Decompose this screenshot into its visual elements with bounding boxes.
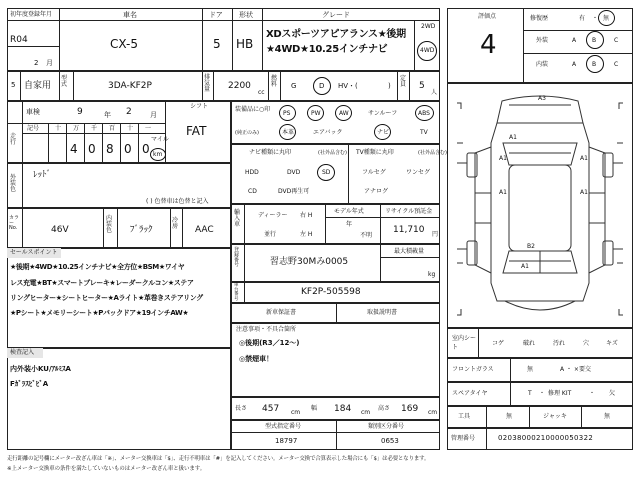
repair-label: 修復歴 xyxy=(530,15,549,22)
management-number: 02038000210000050322 xyxy=(498,434,594,442)
registration-number: 習志野30Mみ0005 xyxy=(270,257,349,267)
chassis-label: 車台番号 xyxy=(234,283,239,302)
use: 自家用 xyxy=(24,81,52,91)
length: 457 xyxy=(262,404,280,414)
width-label: 幅 xyxy=(311,405,318,412)
grade-line-2: ★4WD★10.25インチナビ xyxy=(266,44,388,55)
int-c: C xyxy=(614,61,619,68)
mileage-digit-1: 4 xyxy=(70,142,78,156)
nav-label: ナビ種類に丸印 xyxy=(249,149,292,156)
seat-hole: 穴 xyxy=(583,340,590,347)
ext-b: B xyxy=(592,37,597,44)
equip-tv: TV xyxy=(420,129,428,136)
digit-header-5: 十 xyxy=(127,125,134,132)
footer-line-1: 走行距離の記号欄にメーター改ざん車は「※」、メーター交換車は「$」、走行不明車は「#」を記入してください。メーター交換で合算表示した場合にも「$」は必要となります。 xyxy=(7,456,430,462)
diagram-label-b2: B2 xyxy=(527,243,535,250)
shape-label: 形状 xyxy=(239,11,253,19)
type-cert-label: 型式指定番号 xyxy=(265,423,302,430)
height: 169 xyxy=(401,404,419,414)
nav-sd: SD xyxy=(322,169,331,176)
class-no: 0653 xyxy=(381,437,399,445)
digit-header-4: 百 xyxy=(109,125,116,132)
interior-color: ﾌﾞﾗｯｸ xyxy=(130,225,153,235)
footer-line-2: ※上メーター交換車の条件を満たしていないものはメーター改ざん車と扱います。 xyxy=(7,466,206,472)
equip-airbag: エアバック xyxy=(313,129,343,136)
fuel-hv: HV・( xyxy=(338,82,358,90)
digit-header-2: 万 xyxy=(73,125,80,132)
equip-abs: ABS xyxy=(418,110,430,117)
model: 3DA-KF2P xyxy=(108,81,152,91)
sales-point-line-2: レス充電★BT★スマートブレーキ★レーダークルコン★ステア xyxy=(10,279,194,287)
caution-line-2: ◎禁煙車！ xyxy=(239,355,274,363)
ac-label: 冷房 xyxy=(172,217,179,230)
windshield-options: A ・ ×要交 xyxy=(560,366,591,373)
first-reg-label: 初年度登録年月 xyxy=(10,11,53,18)
caution-line-1: ◎後期(R3／12〜) xyxy=(239,339,300,347)
digit-header-3: 千 xyxy=(91,125,98,132)
type-cert: 18797 xyxy=(275,437,298,445)
max-load-kg: kg xyxy=(428,271,436,278)
equipment-label: 装備品に○印 xyxy=(235,106,271,113)
jack-label: ジャッキ xyxy=(543,413,567,420)
tv-oneseg: ワンセグ xyxy=(406,169,431,176)
displacement-label: 排気量 xyxy=(204,74,211,93)
use-num: 5 xyxy=(11,81,16,89)
tv-analog: アナログ xyxy=(364,188,389,195)
model-year-unknown: 不明 xyxy=(360,232,373,239)
interior-label: 内装色 xyxy=(106,215,113,234)
recycle-label: リサイクル預託金 xyxy=(385,208,433,215)
height-label: 高さ xyxy=(378,405,391,412)
nav-cd: CD xyxy=(248,188,257,195)
doors: 5 xyxy=(213,37,221,51)
mileage-digit-5: 0 xyxy=(142,142,150,156)
width-cm: cm xyxy=(361,409,371,416)
car-diagram xyxy=(447,83,633,328)
diagram-label-a1-rear: A1 xyxy=(521,263,529,270)
registration-label: 登録番号 xyxy=(234,247,240,268)
chassis-number: KF2P-505598 xyxy=(301,287,361,297)
manual: 取扱説明書 xyxy=(367,309,398,316)
recycle-amount: 11,710 xyxy=(393,225,425,235)
color-no: 46V xyxy=(51,225,69,235)
diagram-label-a1-left-1: A1 xyxy=(499,155,507,162)
fuel-g: G xyxy=(291,82,297,90)
width: 184 xyxy=(334,404,352,414)
inspector-line-1: 内外装小KU/ｱﾙﾐｽA xyxy=(10,365,71,373)
equip-ps: PS xyxy=(283,110,291,117)
row-model xyxy=(7,71,440,101)
inspection-year: 9 xyxy=(77,107,83,117)
seat-burn: コゲ xyxy=(492,340,505,347)
diagram-label-a1-front: A1 xyxy=(509,134,517,141)
interior-grade-label: 内装 xyxy=(536,61,549,68)
digit-header-1: 十 xyxy=(55,125,62,132)
interior-seat-label: 室内シート xyxy=(452,335,477,351)
score-label: 評価点 xyxy=(478,13,497,20)
tv-sub: (社外品含む) xyxy=(418,150,447,156)
fuel-label: 燃料 xyxy=(271,75,278,88)
seat-tear: 破れ xyxy=(523,340,536,347)
digit-header-0: 記号 xyxy=(27,125,40,132)
mileage-digit-4: 0 xyxy=(124,142,132,156)
nav-dvd: DVD xyxy=(287,169,301,176)
drive-4wd: 4WD xyxy=(420,47,435,54)
equipment-sub: (純正のみ) xyxy=(235,130,259,136)
windshield-none: 無 xyxy=(527,366,534,373)
equip-sunroof: サンルーフ xyxy=(368,110,398,117)
seat-scratch: キズ xyxy=(606,340,618,347)
import-label: 輸入車 xyxy=(234,209,241,228)
mile-label: マイル xyxy=(151,136,169,143)
mileage-label: 走行 xyxy=(10,133,17,146)
reg-year: R04 xyxy=(10,35,28,45)
import-left-hand: 左 H xyxy=(300,231,313,238)
inspection-label: 車検 xyxy=(26,108,40,116)
height-cm: cm xyxy=(428,409,438,416)
spare-kit: 修理 KIT xyxy=(548,390,572,397)
displacement: 2200 xyxy=(228,81,251,91)
equip-aw: AW xyxy=(339,110,349,117)
caution-label: 注意事項・不具合箇所 xyxy=(236,326,297,333)
equip-leather: 本革 xyxy=(282,129,295,136)
repair-yes: 有 xyxy=(579,15,586,22)
equip-pw: PW xyxy=(311,110,321,117)
car-name-label: 車名 xyxy=(123,11,137,19)
mileage-digit-2: 0 xyxy=(88,142,96,156)
diagram-label-a1-left-2: A1 xyxy=(499,189,507,196)
spare-none: 欠 xyxy=(609,390,616,397)
repair-no: 無 xyxy=(603,15,610,22)
max-load-label: 最大積載量 xyxy=(394,248,425,255)
drive-2wd: 2WD xyxy=(421,23,436,30)
diagram-label-a1-right-2: A1 xyxy=(580,189,588,196)
sales-point-line-1: ★後期★4WD★10.25インチナビ★全方位★BSM★ワイヤ xyxy=(10,263,185,271)
tv-label: TV種類に丸印 xyxy=(356,149,394,156)
fuel-d: D xyxy=(319,82,325,90)
exterior-label: 外装色 xyxy=(10,174,17,193)
shape: HB xyxy=(236,37,254,51)
model-year-unit: 年 xyxy=(346,221,353,228)
mileage-digit-3: 8 xyxy=(106,142,114,156)
seat-dirt: 汚れ xyxy=(553,340,566,347)
car-name: CX-5 xyxy=(110,37,138,51)
capacity-unit: 人 xyxy=(431,89,438,96)
nav-hdd: HDD xyxy=(245,169,259,176)
exterior-color: ﾚｯﾄﾞ xyxy=(33,170,52,180)
spare-label: スペアタイヤ xyxy=(452,390,488,397)
ext-a: A xyxy=(572,37,577,44)
reg-month-value: 2 xyxy=(34,59,39,67)
ext-c: C xyxy=(614,37,619,44)
import-dealer: ディーラー xyxy=(258,212,288,219)
inspection-month: 2 xyxy=(126,107,132,117)
nav-sub: (社外品含む) xyxy=(318,150,347,156)
model-year-label: モデル年式 xyxy=(334,208,364,215)
length-label: 長さ xyxy=(235,405,248,412)
capacity: 5 xyxy=(419,81,425,91)
diagram-label-a1-right-1: A1 xyxy=(580,155,588,162)
inspection-year-unit: 年 xyxy=(104,111,111,119)
digit-header-6: 一 xyxy=(145,125,152,132)
import-parallel: 並行 xyxy=(264,231,277,238)
tools-label: 工具 xyxy=(458,413,471,420)
new-car-warranty: 新車保証書 xyxy=(266,309,297,316)
exterior-note: ( ) 色替車は色替と記入 xyxy=(146,198,209,205)
tv-fullseg: フルセグ xyxy=(362,169,386,176)
management-label: 管理番号 xyxy=(451,435,476,442)
int-b: B xyxy=(592,61,597,68)
fuel-close: ) xyxy=(388,82,391,90)
inspector-line-2: FｶﾞﾗｽﾋﾞﾋﾞA xyxy=(10,380,49,388)
grade-line-1: XDスポーツアピアランス★後期 xyxy=(266,29,406,40)
inspection-month-unit: 月 xyxy=(150,111,157,119)
auction-sheet: 初年度登録年月 R04 2 月 車名 CX-5 ドア 5 形状 HB グレード XDスポーツアピアランス★後期 ★4WD★10.25インチナビ 2WD 4WD 5 自家用 型式 3DA-KF2P 排気量 2200 cc 燃料 G D HV・( ) 定員 5 人 車検 9 年 2 月 シフト FAT 走行 記号 十 万 千 百 十 一 4 0 8 0 0 マイル km 外装色 ﾚｯﾄﾞ ( ) 色替車は色替と記入 カラーNo. 46V 内装色 ﾌﾞﾗｯｸ 冷房 AAC セールスポイント ★後期★4WD★10.25インチナビ★全方位★BSM★ワイヤ レス充電★BT★スマートブレーキ★レーダークルコン★ステア リングヒーター★シートヒーター★Aライト★革巻きステアリング ★Pシート★メモリーシート★Pバックドア★19インチAW★ 検査記入 内外装小KU/ｱﾙﾐｽA FｶﾞﾗｽﾋﾞﾋﾞA 装備品に○印 (純正のみ) PS PW AW サンルーフ ABS 本革 エアバック ナビ TV ナビ種類に丸印 (社外品含む) HDD DVD SD CD DVD再生可 TV種類に丸印 (社外品含む) フルセグ ワンセグ アナログ 輸入車 ディーラー 並行 右 H 左 H モデル年式 年 不明 リサイクル預託金 11,710 円 登録番号 習志野30Mみ0005 最大積載量 kg 車台番号 KF2P-505598 新車保証書 取扱説明書 注意事項・不具合箇所 ◎後期(R3／12〜) ◎禁煙車！ 長さ 457 cm 幅 184 cm 高さ 169 cm 型式指定番号 18797 類別区分番号 0653 評価点 4 修復歴 有 ・ 無 外装 A B C 内装 A B C A3 A1 A1 A1 A1 A1 B2 A1 室内シート コゲ 破れ 汚れ 穴 キズ フロントガラス 無 A ・ ×要交 スペアタイヤ T ・ 修理 KIT ・ 欠 工具 無 ジャッキ 無 管理番号 02038000210000050322 走行距離の記号欄にメーター改ざん車は「※」、メーター交換車は「$」、走行不明車は「#」を記入してください。メーター交換で合算表示した場合にも「$」は必要となります。 ※上メーター交換車の条件を満たしていないものはメーター改ざん車と扱います。 xyxy=(0,0,640,480)
tools-value: 無 xyxy=(506,413,513,420)
exterior-grade-label: 外装 xyxy=(536,37,549,44)
ac: AAC xyxy=(195,225,214,235)
sales-points-label: セールスポイント xyxy=(10,249,58,256)
equip-navi: ナビ xyxy=(377,129,390,136)
length-cm: cm xyxy=(291,409,301,416)
windshield-label: フロントガラス xyxy=(452,366,494,373)
nav-dvd-playback: DVD再生可 xyxy=(278,188,310,195)
capacity-label: 定員 xyxy=(400,75,407,88)
sales-point-line-4: ★Pシート★メモリーシート★Pバックドア★19インチAW★ xyxy=(10,309,189,317)
import-right-hand: 右 H xyxy=(300,212,313,219)
door-label: ドア xyxy=(209,11,223,19)
cc: cc xyxy=(258,89,265,96)
shift-label: シフト xyxy=(190,103,209,110)
class-label: 類別区分番号 xyxy=(368,423,405,430)
jack-value: 無 xyxy=(604,413,611,420)
inspector-block xyxy=(7,348,231,450)
km-label: km xyxy=(153,151,163,158)
score: 4 xyxy=(480,30,497,60)
grade-label: グレード xyxy=(322,11,350,19)
color-no-label: カラーNo. xyxy=(9,215,20,231)
sales-point-line-3: リングヒーター★シートヒーター★Aライト★革巻きステアリング xyxy=(10,294,203,302)
diagram-label-a3: A3 xyxy=(538,95,546,102)
inspector-label: 検査記入 xyxy=(10,349,35,356)
spare-t: T xyxy=(528,390,532,397)
shift: FAT xyxy=(186,124,207,138)
int-a: A xyxy=(572,61,577,68)
yen: 円 xyxy=(432,231,439,238)
model-label: 型式 xyxy=(61,75,68,88)
month-unit: 月 xyxy=(46,59,53,67)
